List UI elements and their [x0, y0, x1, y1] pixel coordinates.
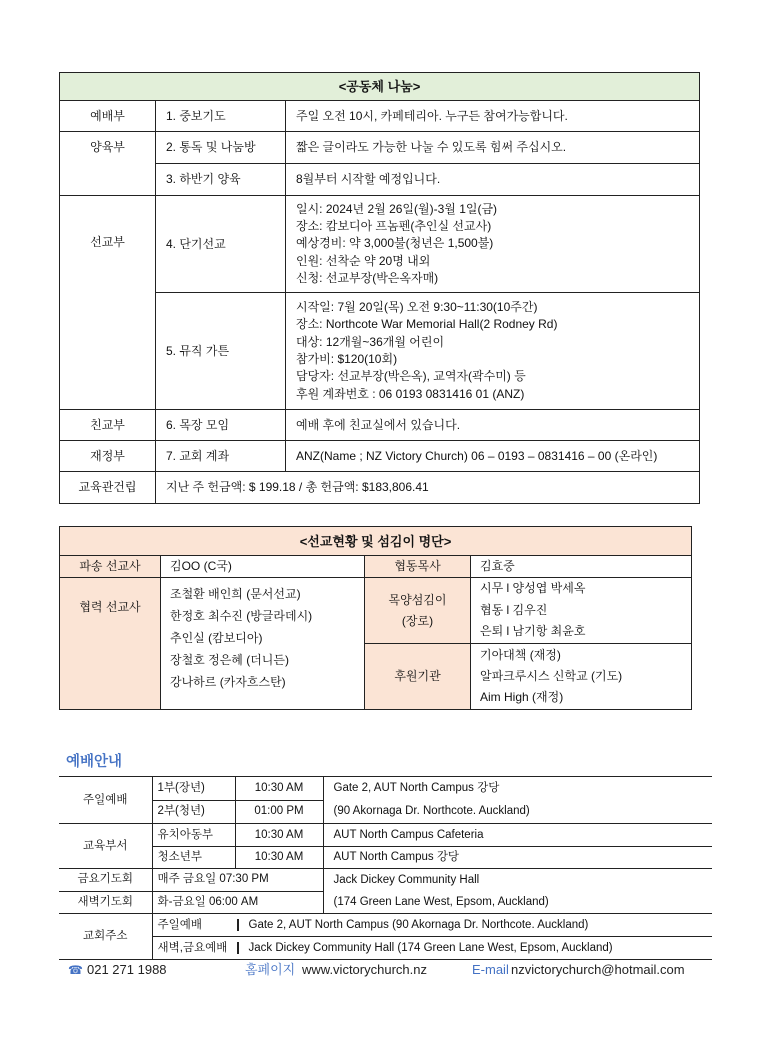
table-row [59, 824, 712, 847]
partner-missionary: 강나하르 (카자흐스탄) [170, 675, 286, 689]
detail-line: 장소: Northcote War Memorial Hall(2 Rodney Rd) [296, 317, 558, 332]
address-service-name: 주일예배 [157, 918, 202, 931]
table-row [59, 914, 712, 937]
service-name: 1부(장년) [152, 777, 235, 801]
address-entry [152, 937, 712, 960]
address-place: Jack Dickey Community Hall (174 Green Lane West, Epsom, Auckland) [248, 941, 613, 954]
partner-missionary: 장철호 정은혜 (더니든) [170, 653, 289, 667]
cooperating-pastor-label: 협동목사 [365, 556, 471, 578]
dawn-prayer-label: 새벽기도회 [59, 891, 152, 914]
sent-missionary-value: 김OO (C국) [161, 556, 365, 578]
elders-label [365, 578, 471, 644]
education-dept-label: 교육부서 [59, 824, 152, 869]
partner-missionary: 추인실 (캄보디아) [170, 631, 263, 645]
elders-list [471, 578, 692, 644]
phone-contact [68, 961, 167, 979]
mission-status-title: <선교현황 및 섬김이 명단> [60, 527, 692, 556]
table-row [60, 101, 700, 132]
content-short-term-mission [286, 196, 700, 293]
elder-entry: 협동 l 김우진 [480, 602, 548, 617]
group-time: 10:30 AM [235, 824, 323, 847]
detail-line: 신청: 선교부장(박은옥자매) [296, 270, 439, 285]
content-intercessory-prayer: 주일 오전 10시, 카페테리아. 누구든 참여가능합니다. [286, 101, 700, 132]
group-place: AUT North Campus Cafeteria [323, 824, 712, 847]
building-fund-offering: 지난 주 헌금액: $ 199.18 / 총 헌금액: $183,806.41 [156, 472, 700, 504]
service-name: 2부(청년) [152, 800, 235, 824]
dawn-prayer-time: 화-금요일 06:00 AM [152, 891, 323, 914]
place-line: (90 Akornaga Dr. Northcote. Auckland) [333, 805, 530, 817]
address-row [158, 940, 713, 957]
partner-missionary: 조철환 배인희 (문서선교) [170, 587, 301, 601]
table-row [60, 410, 700, 441]
friday-prayer-label: 금요기도회 [59, 869, 152, 892]
dept-mission: 선교부 [60, 196, 156, 410]
table-row [59, 847, 712, 869]
separator-bar [237, 919, 239, 931]
place-line: Jack Dickey Community Hall [333, 874, 480, 886]
item-short-term-mission: 4. 단기선교 [156, 196, 286, 293]
detail-line: 참가비: $120(10회) [296, 352, 398, 366]
community-sharing-table [59, 72, 700, 504]
table-row [59, 777, 712, 801]
dept-nurture: 양육부 [60, 132, 156, 196]
group-time: 10:30 AM [235, 847, 323, 869]
table-row [60, 196, 700, 293]
detail-line: 예상경비: 약 3,000불(청년은 1,500불) [296, 236, 494, 251]
elder-entry: 시무 l 양성엽 박세옥 [480, 581, 586, 596]
service-time: 01:00 PM [235, 800, 323, 824]
table-row [60, 73, 700, 101]
cooperating-pastor-value: 김효중 [471, 556, 692, 578]
table-row [59, 937, 712, 960]
content-church-account: ANZ(Name ; NZ Victory Church) 06 – 0193 – 0831416 – 00 (온라인) [286, 441, 700, 472]
sponsor-entry: 알파크루시스 신학교 (기도) [480, 669, 623, 683]
dept-finance: 재정부 [60, 441, 156, 472]
sponsor-label: 후원기관 [365, 644, 471, 710]
content-reading-group: 짧은 글이라도 가능한 나눌 수 있도록 힘써 주십시오. [286, 132, 700, 164]
prayer-meeting-place [323, 869, 712, 914]
item-cell-group-meeting: 6. 목장 모임 [156, 410, 286, 441]
worship-guide-title: 예배안내 [66, 754, 123, 770]
address-place: Gate 2, AUT North Campus (90 Akornaga Dr. Northcote. Auckland) [248, 918, 589, 931]
detail-line: 담당자: 선교부장(박은옥), 교역자(곽수미) 등 [296, 369, 526, 384]
dept-worship: 예배부 [60, 101, 156, 132]
detail-line: 장소: 캄보디아 프놈펜(추인실 선교사) [296, 219, 492, 234]
mission-status-table [59, 526, 692, 710]
dept-building-fund: 교육관건립 [60, 472, 156, 504]
dept-fellowship: 친교부 [60, 410, 156, 441]
group-name: 유치아동부 [152, 824, 235, 847]
content-cell-group-meeting: 예배 후에 친교실에서 있습니다. [286, 410, 700, 441]
address-entry [152, 914, 712, 937]
table-row [60, 132, 700, 164]
content-music-garden [286, 293, 700, 410]
homepage-url: www.victorychurch.nz [302, 962, 427, 977]
email-label: E-mail [472, 962, 509, 977]
detail-line: 인원: 선착순 약 20명 내외 [296, 253, 431, 268]
table-row [60, 472, 700, 504]
group-place: AUT North Campus 강당 [323, 847, 712, 869]
church-address-label: 교회주소 [59, 914, 152, 960]
phone-icon [68, 961, 80, 979]
address-service-name: 새벽,금요예배 [157, 941, 228, 954]
table-row [60, 293, 700, 410]
table-row [60, 527, 692, 556]
sponsor-list [471, 644, 692, 710]
address-row [158, 917, 713, 934]
sponsor-entry: Aim High (재정) [480, 690, 564, 704]
sunday-service-label: 주일예배 [59, 777, 152, 824]
item-intercessory-prayer: 1. 중보기도 [156, 101, 286, 132]
friday-prayer-time: 매주 금요일 07:30 PM [152, 869, 323, 892]
group-name: 청소년부 [152, 847, 235, 869]
table-row [60, 578, 692, 644]
sent-missionary-label: 파송 선교사 [60, 556, 161, 578]
item-second-half-course: 3. 하반기 양육 [156, 164, 286, 196]
item-church-account: 7. 교회 계좌 [156, 441, 286, 472]
partner-missionary: 한정호 최수진 (방글라데시) [170, 609, 313, 623]
item-reading-group: 2. 통독 및 나눔방 [156, 132, 286, 164]
detail-line: 후원 계좌번호 : 06 0193 0831416 01 (ANZ) [296, 386, 525, 401]
worship-guide-table [59, 776, 712, 960]
sunday-service-place [323, 777, 712, 824]
community-sharing-title: <공동체 나눔> [60, 73, 700, 101]
detail-line: 일시: 2024년 2월 26일(월)-3월 1일(금) [296, 201, 498, 216]
content-second-half-course: 8월부터 시작할 예정입니다. [286, 164, 700, 196]
separator-bar [237, 942, 239, 954]
homepage-label: 홈페이지 [245, 962, 296, 977]
email-address: nzvictorychurch@hotmail.com [511, 962, 685, 977]
detail-line: 대상: 12개월~36개월 어린이 [296, 334, 445, 349]
table-row [60, 164, 700, 196]
partner-missionary-list [161, 578, 365, 710]
elders-label-line: (장로) [401, 613, 434, 628]
partner-missionary-label: 협력 선교사 [60, 578, 161, 710]
place-line: (174 Green Lane West, Epsom, Auckland) [333, 896, 549, 908]
table-row [59, 869, 712, 892]
elder-entry: 은퇴 l 남기항 최윤호 [480, 624, 586, 639]
table-row [60, 441, 700, 472]
item-music-garden: 5. 뮤직 가튼 [156, 293, 286, 410]
phone-number: 021 271 1988 [87, 962, 167, 977]
service-time: 10:30 AM [235, 777, 323, 801]
sponsor-entry: 기아대책 (재정) [480, 648, 561, 662]
place-line: Gate 2, AUT North Campus 강당 [333, 782, 500, 794]
table-row [60, 556, 692, 578]
detail-line: 시작일: 7월 20일(목) 오전 9:30~11:30(10주간) [296, 300, 538, 315]
elders-label-line: 목양섬김이 [388, 592, 447, 607]
